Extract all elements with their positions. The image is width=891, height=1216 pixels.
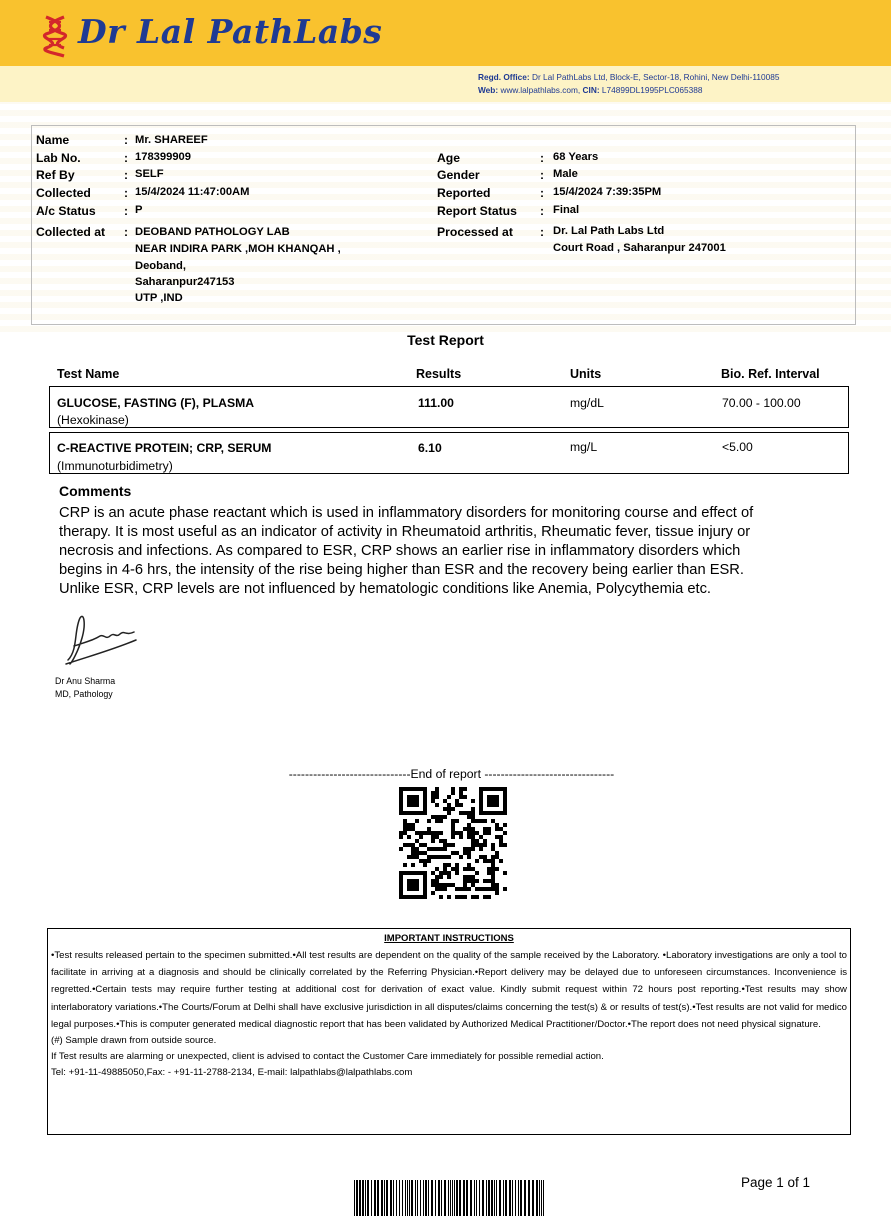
collected-datetime: 15/4/2024 11:47:00AM xyxy=(135,186,250,198)
ref-by: SELF xyxy=(135,168,164,180)
test-row xyxy=(49,432,849,474)
brand-logo-text: Dr Lal PathLabs xyxy=(78,12,383,51)
colon: : xyxy=(124,133,128,147)
web-label: Web: xyxy=(478,85,499,95)
instructions-note: If Test results are alarming or unexpected, client is advised to contact the Customer Care immediately for possible remedial action. xyxy=(51,1051,604,1063)
refby-label: Ref By xyxy=(36,168,75,182)
barcode-image xyxy=(354,1180,547,1216)
important-instructions-box xyxy=(47,928,851,1135)
comments-text xyxy=(59,504,759,599)
colon: : xyxy=(124,151,128,165)
collected-at-label: Collected at xyxy=(36,225,106,239)
collected-at-line: Saharanpur247153 xyxy=(135,276,235,288)
cin-number: L74899DL1995PLC065388 xyxy=(601,85,703,95)
signatory-block xyxy=(55,675,115,701)
report-status-label: Report Status xyxy=(437,204,517,218)
gender-value: Male xyxy=(553,168,578,180)
instructions-body: •Test results released pertain to the specimen submitted.•All test results are dependent on the quality of the sample received by the Laboratory. •Laboratory investigations are only a tool to facilitate in arriving at a diagnosis and should be clinically correlated by the Referring Physician.•Report delivery may be delayed due to unforeseen circumstances. Inconvenience is regretted.•Certain tests may require further testing at additional cost for derivation of exact value. Kindly submit request within 72 hours post reporting.•Test results may show interlaboratory variations.•The Courts/Forum at Delhi shall have exclusive jurisdiction in all disputes/claims concerning the test(s) & or results of test(s).•Test results are not valid for medico legal purposes.•This is computer generated medical diagnostic report that has been validated by Authorized Medical Practitioner/Doctor.•The report does not need physical signature. xyxy=(51,950,847,1030)
test-row xyxy=(49,386,849,428)
age-value: 68 Years xyxy=(553,151,599,163)
instructions-title: IMPORTANT INSTRUCTIONS xyxy=(384,933,514,944)
registered-office-info xyxy=(478,71,779,97)
lab-number: 178399909 xyxy=(135,151,191,163)
test-name: GLUCOSE, FASTING (F), PLASMA xyxy=(57,396,255,410)
comment-line: CRP is an acute phase reactant which is used in inflammatory disorders for monitoring course and effect of xyxy=(59,505,754,521)
ac-status-label: A/c Status xyxy=(36,204,96,218)
processed-at-line: Court Road , Saharanpur 247001 xyxy=(553,242,726,254)
colon: : xyxy=(540,204,544,218)
end-of-report: ------------------------------End of report -------------------------------- xyxy=(288,767,615,781)
signatory-name: Dr Anu Sharma xyxy=(55,676,116,686)
test-method: (Hexokinase) xyxy=(57,413,129,427)
gender-label: Gender xyxy=(437,168,480,182)
page-number: Page 1 of 1 xyxy=(741,1175,811,1190)
reported-label: Reported xyxy=(437,186,491,200)
reported-datetime: 15/4/2024 7:39:35PM xyxy=(553,186,662,198)
test-ref-interval: <5.00 xyxy=(722,440,753,454)
comment-line: therapy. It is most useful as an indicator of activity in Rheumatoid arthritis, Rheumatic fever, tissue injury or xyxy=(59,524,751,540)
labno-label: Lab No. xyxy=(36,151,81,165)
test-name: C-REACTIVE PROTEIN; CRP, SERUM xyxy=(57,441,272,455)
processed-at-line: Dr. Lal Path Labs Ltd xyxy=(553,225,665,237)
web-url[interactable]: www.lalpathlabs.com, xyxy=(500,85,581,95)
patient-name: Mr. SHAREEF xyxy=(135,134,208,146)
colon: : xyxy=(124,186,128,200)
col-header-ref-interval: Bio. Ref. Interval xyxy=(721,367,820,381)
comment-line: necrosis and infections. As compared to ESR, CRP shows an earlier rise in inflammatory disorders which xyxy=(59,543,741,559)
collected-at-line: NEAR INDIRA PARK ,MOH KHANQAH , xyxy=(135,243,341,255)
test-unit: mg/dL xyxy=(570,396,604,410)
name-label: Name xyxy=(36,133,70,147)
regd-label: Regd. Office: xyxy=(478,72,530,82)
ac-status: P xyxy=(135,204,143,216)
test-ref-interval: 70.00 - 100.00 xyxy=(722,396,801,410)
instructions-note: (#) Sample drawn from outside source. xyxy=(51,1035,217,1047)
test-result: 111.00 xyxy=(418,396,454,410)
col-header-units: Units xyxy=(570,367,602,381)
dna-logo-icon xyxy=(40,14,70,58)
processed-at-label: Processed at xyxy=(437,225,513,239)
comment-line: begins in 4-6 hrs, the intensity of the rise being higher than ESR and the recovery being earlier than ESR. xyxy=(59,562,744,578)
collected-at-line: Deoband, xyxy=(135,260,186,272)
comments-heading: Comments xyxy=(59,483,132,499)
col-header-results: Results xyxy=(416,367,462,381)
age-label: Age xyxy=(437,151,461,165)
col-header-test-name: Test Name xyxy=(57,367,120,381)
colon: : xyxy=(540,151,544,165)
comment-line: Unlike ESR, CRP levels are not influenced by hematologic conditions like Anemia, Polycythemia etc. xyxy=(59,581,712,597)
report-status: Final xyxy=(553,204,580,216)
contact-info: Tel: +91-11-49885050,Fax: - +91-11-2788-2134, E-mail: lalpathlabs@lalpathlabs.com xyxy=(51,1067,413,1079)
signatory-designation: MD, Pathology xyxy=(55,689,113,699)
test-method: (Immunoturbidimetry) xyxy=(57,459,173,473)
colon: : xyxy=(540,225,544,239)
colon: : xyxy=(124,204,128,218)
collected-at-line: UTP ,IND xyxy=(135,292,183,304)
colon: : xyxy=(124,225,128,239)
regd-address: Dr Lal PathLabs Ltd, Block-E, Sector-18, Rohini, New Delhi-110085 xyxy=(531,72,780,82)
colon: : xyxy=(540,168,544,182)
colon: : xyxy=(540,186,544,200)
collected-label: Collected xyxy=(36,186,91,200)
test-result: 6.10 xyxy=(418,441,442,455)
cin-label: CIN: xyxy=(582,85,600,95)
report-title: Test Report xyxy=(407,332,484,348)
doctor-signature-image xyxy=(60,610,140,670)
colon: : xyxy=(124,168,128,182)
collected-at-line: DEOBAND PATHOLOGY LAB xyxy=(135,226,290,238)
test-unit: mg/L xyxy=(570,440,598,454)
qr-code-image xyxy=(399,787,507,899)
